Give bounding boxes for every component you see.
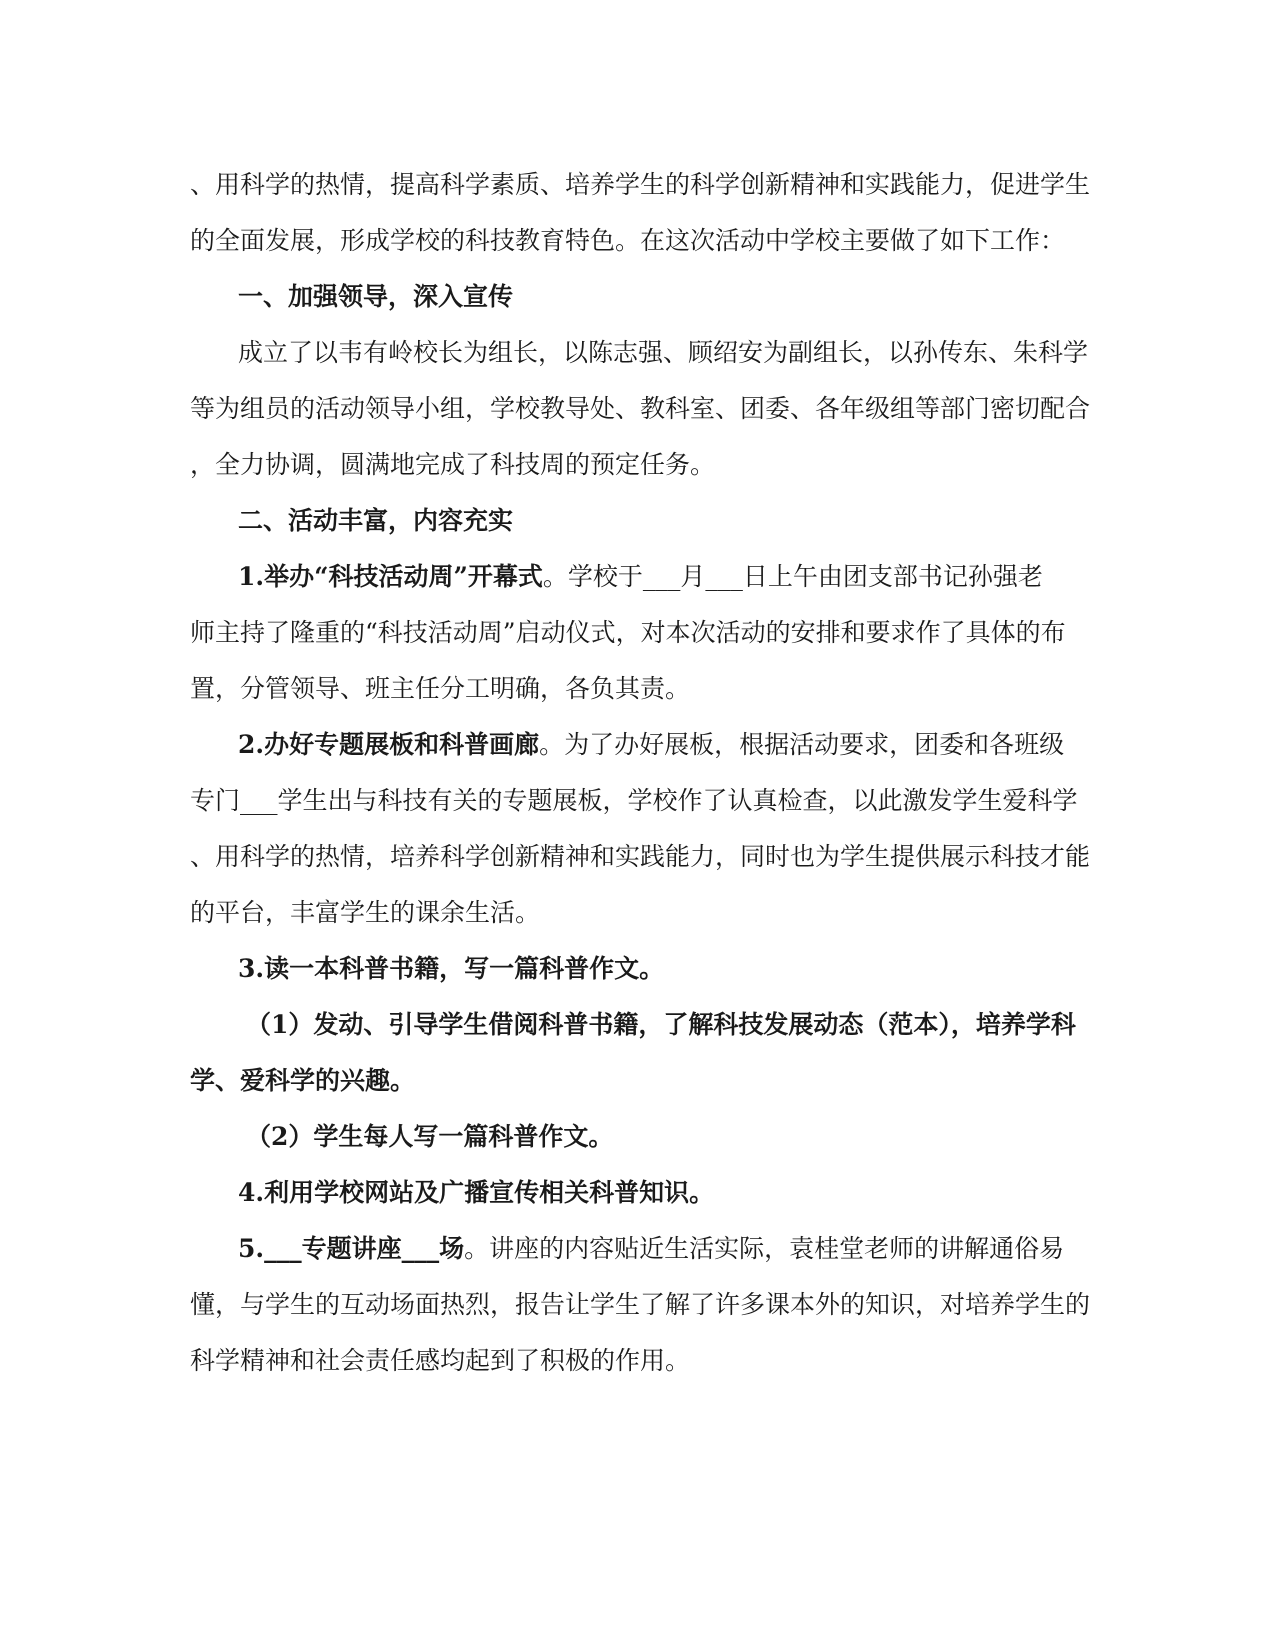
list-item-text: 。为了办好展板，根据活动要求，团委和各班级: [539, 730, 1065, 759]
paragraph-line: 的平台，丰富学生的课余生活。: [190, 898, 541, 927]
sub-item-1-cont: 学、爱科学的兴趣。: [190, 1066, 416, 1095]
paragraph-line: 成立了以韦有岭校长为组长，以陈志强、顾绍安为副组长，以孙传东、朱科学: [238, 338, 1089, 367]
paragraph-line: 师主持了隆重的“科技活动周”启动仪式，对本次活动的安排和要求作了具体的布: [190, 618, 1066, 647]
sub-item-2: （2）学生每人写一篇科普作文。: [246, 1122, 614, 1151]
paragraph-line: 等为组员的活动领导小组，学校教导处、教科室、团委、各年级组等部门密切配合: [190, 394, 1091, 423]
list-item-title: 5.___专题讲座___场: [238, 1234, 465, 1263]
list-item-text: 。讲座的内容贴近生活实际，袁桂堂老师的讲解通俗易: [464, 1234, 1065, 1263]
paragraph-line: 、用科学的热情，培养科学创新精神和实践能力，同时也为学生提供展示科技才能: [190, 842, 1091, 871]
list-item-title: 1.举办“科技活动周”开幕式: [238, 562, 543, 591]
paragraph-line: 专门___学生出与科技有关的专题展板，学校作了认真检查，以此激发学生爱科学: [190, 786, 1078, 815]
list-item-1: [238, 560, 1043, 594]
list-item-2: [238, 728, 1064, 762]
paragraph-line: 懂，与学生的互动场面热烈，报告让学生了解了许多课本外的知识，对培养学生的: [190, 1290, 1091, 1319]
list-item-4: 4.利用学校网站及广播宣传相关科普知识。: [238, 1178, 715, 1207]
list-item-3: 3.读一本科普书籍，写一篇科普作文。: [238, 954, 665, 983]
list-item-text: 。学校于___月___日上午由团支部书记孙强老: [542, 562, 1043, 591]
paragraph-line: 科学精神和社会责任感均起到了积极的作用。: [190, 1346, 691, 1375]
paragraph-line: 、用科学的热情，提高科学素质、培养学生的科学创新精神和实践能力，促进学生: [190, 170, 1091, 199]
paragraph-line: 的全面发展，形成学校的科技教育特色。在这次活动中学校主要做了如下工作：: [190, 226, 1066, 255]
sub-item-1: （1）发动、引导学生借阅科普书籍，了解科技发展动态（范本），培养学科: [246, 1010, 1076, 1039]
paragraph-line: 置，分管领导、班主任分工明确，各负其责。: [190, 674, 691, 703]
paragraph-line: ，全力协调，圆满地完成了科技周的预定任务。: [190, 450, 716, 479]
list-item-title: 2.办好专题展板和科普画廊: [238, 730, 540, 759]
section-heading-2: 二、活动丰富，内容充实: [238, 506, 514, 535]
list-item-5: [238, 1232, 1064, 1266]
section-heading-1: 一、加强领导，深入宣传: [238, 282, 514, 311]
